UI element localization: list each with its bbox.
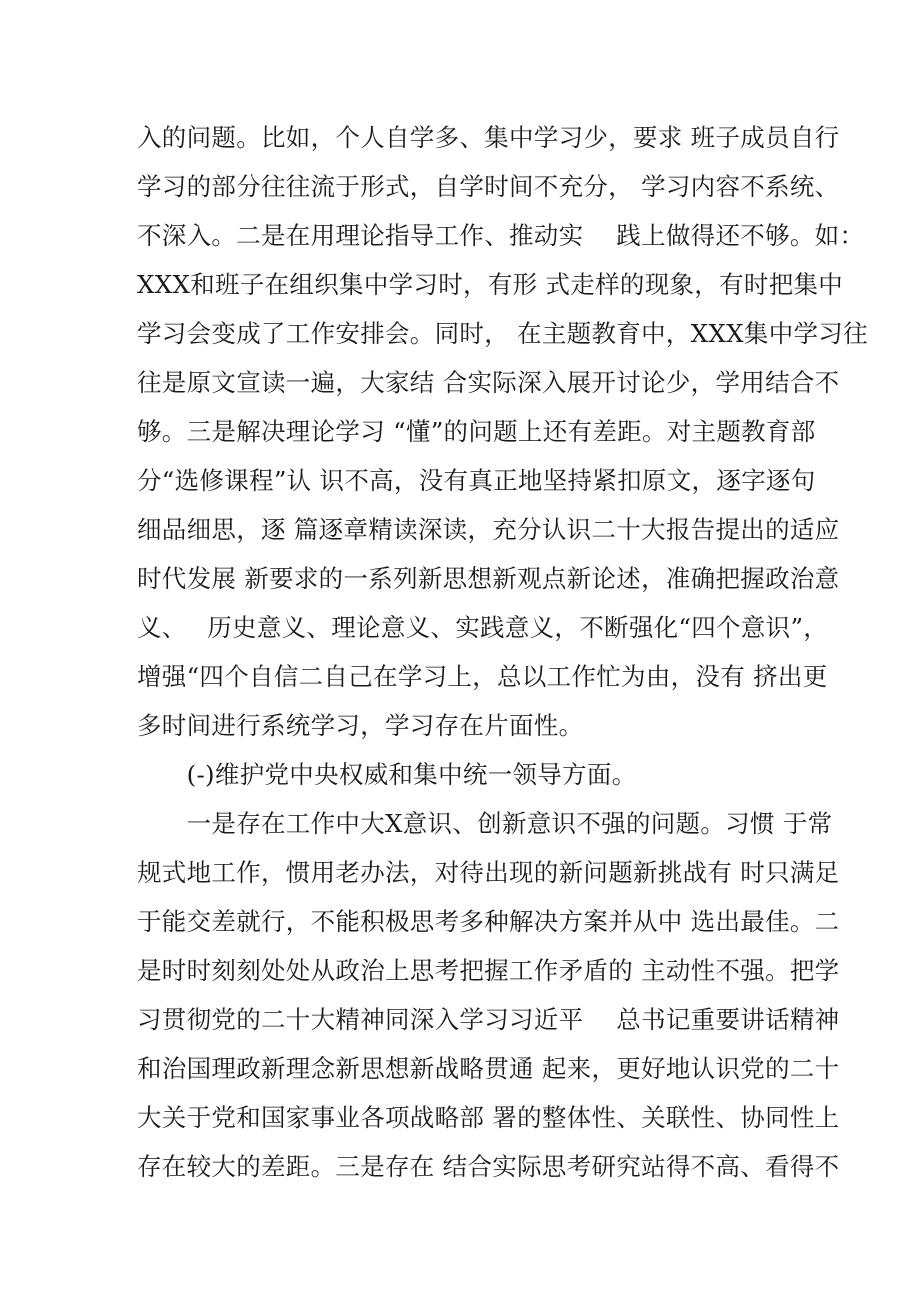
text-line: XXX和班子在组织集中学习时，有形 式走样的现象，有时把集中	[137, 270, 844, 299]
text-line: 是时时刻刻处处从政治上思考把握工作矛盾的 主动性不强。把学	[137, 956, 840, 985]
text-line: 入的问题。比如，个人自学多、集中学习少，要求 班子成员自行	[137, 123, 840, 152]
body-text	[137, 113, 868, 1191]
text-line: 大关于党和国家事业各项战略部 署的整体性、关联性、协同性上	[137, 1103, 840, 1132]
text-line: 增强“四个自信二自己在学习上，总以工作忙为由，没有 挤出更	[137, 662, 828, 691]
text-line: 细品细思，逐 篇逐章精读深读，充分认识二十大报告提出的适应	[137, 515, 840, 544]
text-line: 学习的部分往往流于形式，自学时间不充分， 学习内容不系统、	[137, 172, 840, 201]
text-line: 不深入。二是在用理论指导工作、推动实 践上做得还不够。如：	[137, 221, 865, 250]
text-line: 和治国理政新理念新思想新战略贯通 起来，更好地认识党的二十	[137, 1054, 840, 1083]
text-line: 规式地工作，惯用老办法，对待出现的新问题新挑战有 时只满足	[137, 858, 840, 887]
text-line: 时代发展 新要求的一系列新思想新观点新论述，准确把握政治意	[137, 564, 840, 593]
text-line: 存在较大的差距。三是存在 结合实际思考研究站得不高、看得不	[137, 1152, 840, 1181]
text-line: 分“选修课程”认 识不高，没有真正地坚持紧扣原文，逐字逐句	[137, 466, 816, 495]
text-line: 一是存在工作中大X意识、创新意识不强的问题。习惯 于常	[137, 809, 833, 838]
text-line: 往是原文宣读一遍，大家结 合实际深入展开讨论少，学用结合不	[137, 368, 840, 397]
text-line: 于能交差就行，不能积极思考多种解决方案并从中 选出最佳。二	[137, 907, 840, 936]
text-line: 多时间进行系统学习，学习存在片面性。	[137, 711, 584, 740]
section-heading: (-)维护党中央权威和集中统一领导方面。	[137, 760, 637, 789]
text-line: 义、 历史意义、理论意义、实践意义，不断强化“四个意识”，	[137, 613, 829, 642]
text-line: 习贯彻党的二十大精神同深入学习习近平 总书记重要讲话精神	[137, 1005, 840, 1034]
text-line: 够。三是解决理论学习 “懂”的问题上还有差距。对主题教育部	[137, 417, 816, 446]
text-line: 学习会变成了工作安排会。同时， 在主题教育中，XXX集中学习往	[137, 319, 868, 348]
